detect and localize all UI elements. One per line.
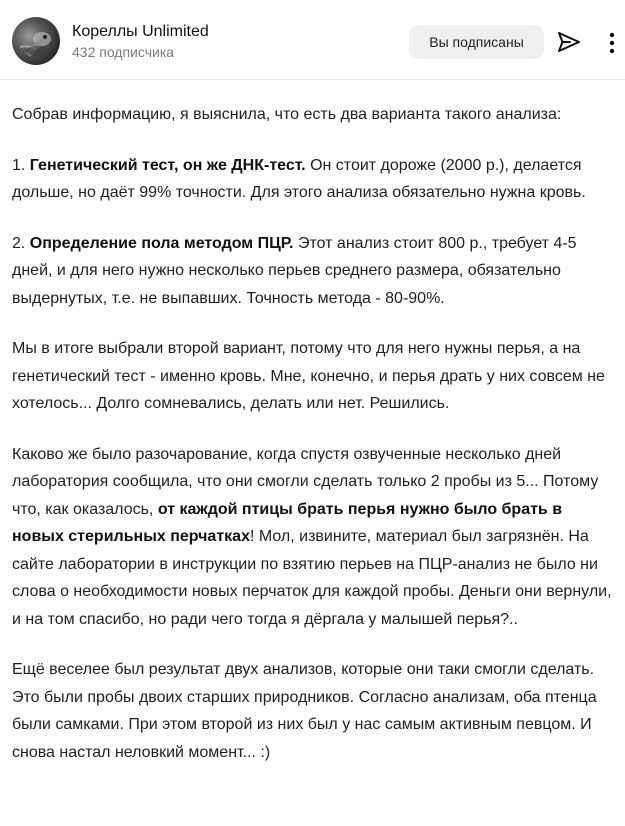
article-paragraph-2 (12, 152, 612, 207)
article-paragraph-1: Собрав информацию, я выяснила, что есть два варианта такого анализа: (12, 106, 562, 123)
article-paragraph-4: Мы в итоге выбрали второй вариант, потому что для него нужны перья, а на генетический тест - именно кровь. Мне, конечно, и перья драть у них совсем не хотелось... Долго сомневались, делать или нет. Решились. (12, 340, 605, 412)
article-paragraph-3 (12, 230, 612, 313)
option-1-text: Он стоит дороже (2000 р.), делается дольше, но даёт 99% точности. Для этого анализа обязательно нужна кровь. (12, 156, 586, 201)
more-options-button[interactable] (604, 31, 620, 55)
option-1-title: Генетический тест, он же ДНК-тест. (29, 156, 306, 174)
option-2-text: Этот анализ стоит 800 р., требует 4-5 дней, и для него нужно несколько перьев среднего размера, обязательно выдернутых, т.е. не выпавших. Точность метода - 80-90%. (12, 234, 577, 307)
paragraph-5-end: ! Мол, извините, материал был загрязнён. На сайте лаборатории в инструкции по взятию перьев на ПЦР-анализ не было ни слова о необходимости новых перчаток для каждой пробы. Деньги они вернули, и на том спасибо, но ради чего тогда я дёргала у малышей перья?.. (12, 528, 612, 628)
channel-header (0, 0, 625, 80)
channel-name[interactable]: Кореллы Unlimited (72, 23, 209, 40)
article-paragraph-6: Ещё веселее был результат двух анализов, которые они таки смогли сделать. Это были пробы двоих старших природников. Согласно анализам, оба птенца были самками. При этом второй из них был у нас самым активным певцом. И снова настал неловкий момент... :) (12, 661, 597, 761)
subscribed-button[interactable]: Вы подписаны (409, 25, 544, 59)
article-paragraph-5 (12, 441, 612, 634)
avatar-bird-image (12, 17, 60, 65)
paragraph-5-start: Каково же было разочарование, когда спустя озвученные несколько дней лаборатория сообщила, что они смогли сделать только 2 пробы из 5... Потому что, как оказалось, (12, 445, 599, 518)
gloves-emphasis: от каждой птицы брать перья нужно было брать в новых стерильных перчатках (12, 500, 563, 545)
subscriber-count: 432 подписчика (72, 44, 175, 60)
option-2-title: Определение пола методом ПЦР. (29, 234, 294, 252)
send-icon (556, 29, 582, 55)
channel-avatar[interactable] (12, 17, 60, 65)
more-vertical-icon (604, 31, 620, 55)
share-button[interactable] (556, 29, 582, 55)
article-body (12, 101, 612, 789)
list-number-1: 1. (12, 156, 30, 174)
list-number-2: 2. (12, 234, 30, 252)
